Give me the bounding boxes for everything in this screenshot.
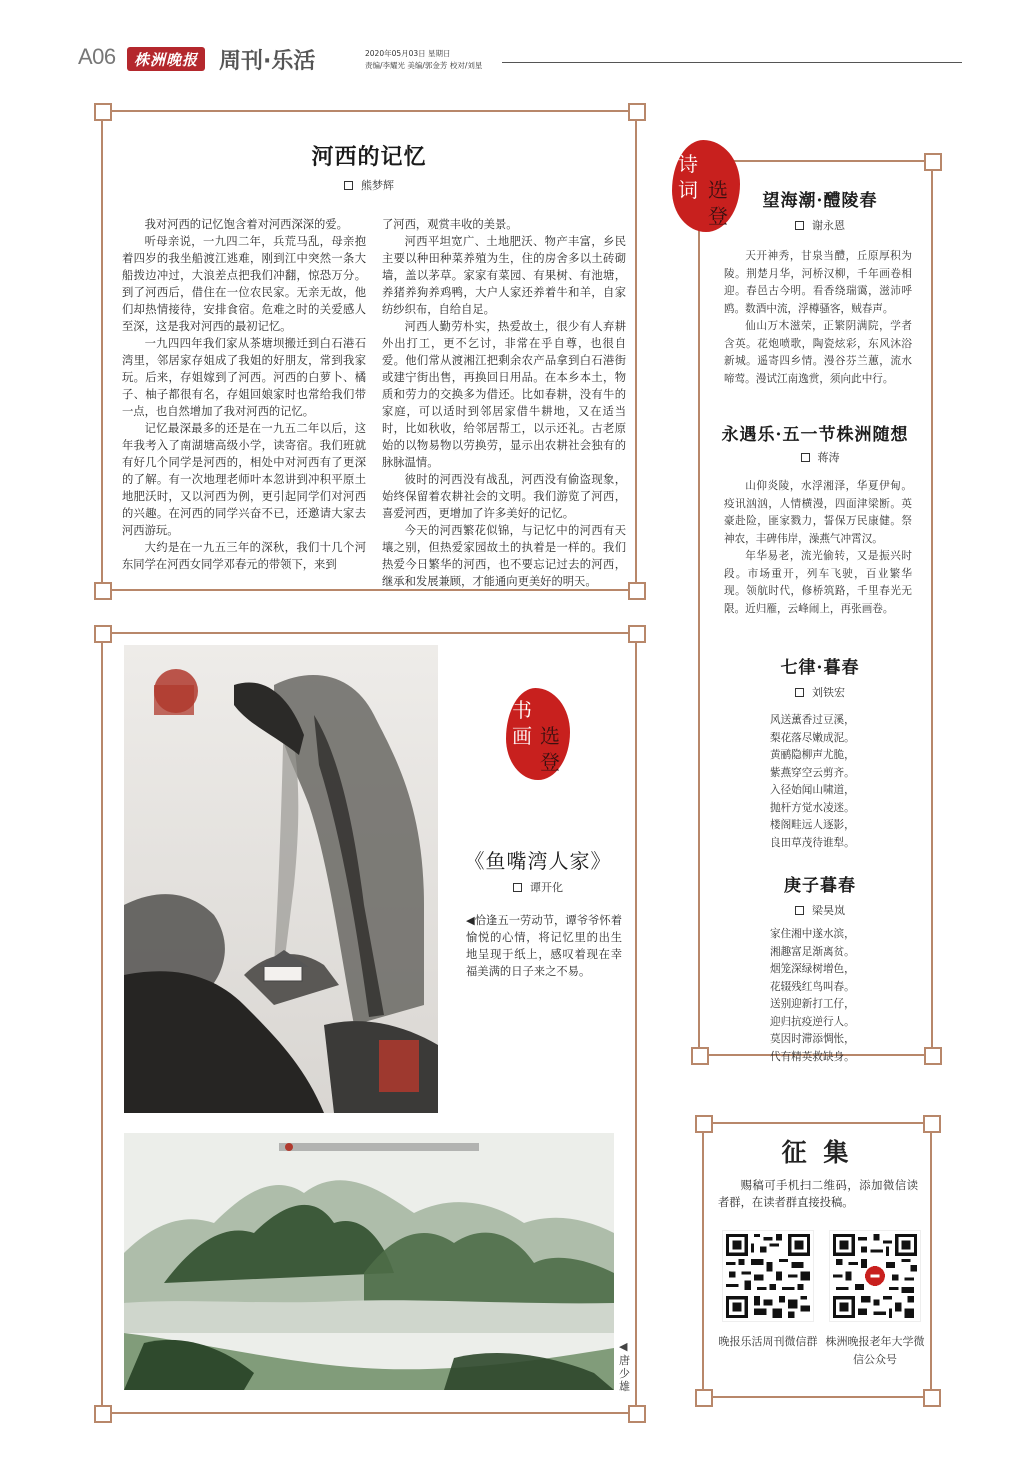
call-frame-corner [695, 1389, 713, 1407]
poem-line: 入径始闻山啸道， [770, 784, 855, 796]
article-frame-corner [628, 103, 646, 121]
qr-official-account-icon [830, 1231, 920, 1321]
poem-line: 烟笼深绿树增色， [770, 963, 855, 975]
poem-line: 黄鹂隐柳声尤脆， [770, 749, 855, 761]
credit-arrow: ◀ [619, 1340, 628, 1353]
seal-char: 诗 [678, 152, 698, 176]
author-square-icon [801, 453, 810, 462]
seal-char: 书 [512, 698, 532, 722]
painting-frame-corner [628, 1405, 646, 1423]
article-paragraph: 河西平坦宽广、土地肥沃、物产丰富，乡民主要以种田种菜养殖为生，住的房舍多以土砖砌墙，盖以茅草。家家有菜园、有果树、有池塘，养猪养狗养鸡鸭，大户人家还养着牛和羊，自家纺纱织布，自给自足。 [382, 235, 626, 316]
poem-line: 抛杆方觉水凌迷。 [770, 801, 855, 814]
seal-char: 词 [678, 178, 698, 202]
seal-char: 选 [708, 178, 728, 202]
header-rule [502, 62, 962, 63]
staff-line: 责编/李耀光 美编/郭金芳 校对/刘星 [365, 61, 483, 70]
poem-line: 家住湘中遂水滨， [770, 928, 855, 940]
poem-body [724, 248, 912, 388]
call-description: 赐稿可手机扫二维码，添加微信读者群，在读者群直接投稿。 [718, 1179, 918, 1209]
painting-frame-corner [94, 625, 112, 643]
qr-group-label: 晚报乐活周刊微信群 [718, 1335, 818, 1348]
poem-author-name: 梁昊岚 [812, 904, 845, 917]
poetry-seal [672, 140, 740, 232]
credit-name: 唐少雄 [619, 1354, 630, 1393]
poem-line: 天开神秀，甘泉当醴，丘原厚积为陵。荆楚月华，河桥汉柳，千年画卷相迎。春邑古今明。看香绕瑞霭，滋沛呼鸥。数酒中流，浮樽骚客，贼春声。 [724, 250, 912, 315]
painting-title: 《鱼嘴湾人家》 [464, 849, 612, 873]
poem-title: 庚子暮春 [784, 876, 856, 896]
poem-line: 风送薰香过豆溪， [770, 714, 855, 726]
call-frame-corner [695, 1115, 713, 1133]
article-paragraph: 河西人勤劳朴实，热爱故土，很少有人弃耕外出打工，更不乞讨，非常在乎自尊，也很自爱。他们常从渡湘江把剩余农产品拿到白石港街或建宁街出售，再换回日用品。在本乡本土，物质和劳力的交换多为借还。比如春耕，没有牛的家庭，可以适时到邻居家借牛耕地，又在适当时，比如秋收，给邻居帮工，以示还礼。古老原始的以物易物以劳换劳，显示出农耕社会独有的脉脉温情。 [382, 320, 626, 469]
poem-author [740, 684, 900, 700]
qr-official-account-label: 株洲晚报老年大学微信公众号 [825, 1335, 925, 1366]
call-title: 征 集 [781, 1138, 853, 1167]
paper-name: 株洲晚报 [133, 50, 198, 69]
poetry-frame-corner [924, 153, 942, 171]
poem-line: 代有精英救缺身。 [770, 1050, 855, 1063]
article-paragraph: 记忆最深最多的还是在一九五二年以后，这年我考入了南湖塘高级小学，读寄宿。我们班就有好几个同学是河西的，相处中对河西有了更深的了解。有一次地理老师叶本忽讲到冲积平原土地肥沃时，又以河西为例，更引起同学们对河西的兴趣。在河西的同学兴奋不已，还邀请大家去河西游玩。 [122, 422, 366, 537]
poem-line: 迎归抗疫逆行人。 [770, 1015, 855, 1028]
poem-line: 紫燕穿空云剪齐。 [770, 766, 855, 779]
poem-author [740, 217, 900, 233]
seal-char: 登 [540, 750, 560, 774]
poetry-frame-corner [691, 1047, 709, 1065]
qr-group-icon [723, 1231, 813, 1321]
painting-horizontal-image [124, 1133, 614, 1390]
painting-frame-corner [94, 1405, 112, 1423]
article-paragraph: 了河西，观赏丰收的美景。 [382, 218, 518, 231]
call-frame-corner [923, 1115, 941, 1133]
article-column-1 [122, 216, 366, 573]
poem-line: 山仰炎陵，水浮湘泽，华夏伊甸。疫讯汹汹，人情横漫，四面津梁断。英豪赴险，匪家戮力，誓保万民康健。祭神农，丰碑伟岸，澡燕气冲霄汉。 [724, 480, 912, 545]
painting-seal [506, 688, 570, 780]
painting-vertical-image [124, 645, 438, 1113]
painting-vertical-drawing [124, 645, 438, 1113]
poem-line: 梨花落尽嫩成泥。 [770, 731, 855, 744]
article-frame-corner [94, 582, 112, 600]
qr-code-official-account[interactable] [829, 1230, 921, 1322]
seal-char: 画 [512, 724, 532, 748]
qr-code-group[interactable] [722, 1230, 814, 1322]
painting-author-name: 谭开化 [530, 881, 563, 894]
article-paragraph: 今天的河西繁花似锦，与记忆中的河西有天壤之别，但热爱家园故土的执着是一样的。我们热爱今日繁华的河西，也不要忘记过去的河西，继承和发展兼顾，才能通向更美好的明天。 [382, 524, 626, 588]
poem-author-name: 蒋涛 [817, 451, 840, 464]
seal-char: 登 [708, 204, 728, 228]
call-frame-corner [923, 1389, 941, 1407]
article-frame-corner [628, 582, 646, 600]
poem-body [770, 712, 880, 852]
article-paragraph: 一九四四年我们家从茶塘坝搬迁到白石港石湾里，邻居家存姐成了我姐的好朋友，常到我家玩。后来，存姐嫁到了河西。河西的白萝卜、橘子、柚子都很有名，存姐回娘家时也常给我们带一点，也自然增加了我对河西的记忆。 [122, 337, 366, 418]
author-square-icon [513, 883, 522, 892]
author-square-icon [795, 221, 804, 230]
painting-author [458, 879, 618, 895]
section-title: 周刊·乐活 [219, 49, 316, 74]
author-square-icon [795, 688, 804, 697]
article-paragraph: 大约是在一九五三年的深秋，我们十几个河东同学在河西女同学邓春元的带领下，来到 [122, 541, 366, 571]
poem-author-name: 谢永恩 [812, 219, 845, 232]
poem-line: 湘趣富足渐离贫。 [770, 945, 855, 958]
poem-title: 望海潮·醴陵春 [762, 191, 878, 211]
painting-caption: ◀恰逢五一劳动节，谭爷爷怀着愉悦的心情，将记忆里的出生地呈现于纸上，感叹着现在幸福美满的日子来之不易。 [466, 914, 622, 978]
page-header [0, 0, 1031, 80]
poem-title: 七律·暮春 [780, 658, 860, 678]
article-author-name: 熊梦辉 [361, 179, 394, 192]
poem-line: 年华易老，流光偷转，又是振兴时段。市场重开，列车飞驶，百业繁华现。领航时代，修桥筑路，千里春光无限。近归雁，云峰闹上，再张画卷。 [724, 550, 912, 615]
poem-line: 莫因时滞添惆怅， [770, 1033, 855, 1045]
page-number: A06 [78, 44, 116, 69]
poem-line: 花辍残红鸟叫春。 [770, 980, 855, 993]
author-square-icon [795, 906, 804, 915]
poem-body [770, 926, 880, 1066]
poem-line: 良田草茂待谁犁。 [770, 836, 855, 849]
article-paragraph: 彼时的河西没有战乱，河西没有偷盗现象，始终保留着农耕社会的文明。我们游览了河西，喜爱河西，更增加了许多美好的记忆。 [382, 473, 626, 520]
seal-char: 选 [540, 724, 560, 748]
poetry-frame-corner [924, 1047, 942, 1065]
poem-line: 仙山万木滋荣，正繁阴满院，学者含英。花炮喷歌，陶瓷炫彩，东风沐浴新城。遥寄四乡情。漫谷芬兰蕙，流水啼莺。漫试江南逸赏，须向此中行。 [724, 320, 912, 385]
poem-title: 永遇乐·五一节株洲随想 [721, 425, 909, 445]
article-paragraph: 我对河西的记忆饱含着对河西深深的爱。 [144, 218, 348, 231]
poem-author [740, 902, 900, 918]
date-line: 2020年05月03日 星期日 [365, 49, 451, 58]
poem-line: 送别迎新打工仔， [770, 998, 855, 1010]
poem-body [724, 478, 912, 618]
painting-horizontal-drawing [124, 1133, 614, 1390]
article-author [101, 177, 637, 193]
painting-frame-corner [628, 625, 646, 643]
article-paragraph: 听母亲说，一九四二年，兵荒马乱，母亲抱着四岁的我坐船渡江逃难，刚到江中突然一条大船拨边冲过，大浪差点把我们冲翻，惊恐万分。到了河西后，借住在一位农民家。无亲无故，他们却热情接待，安排食宿。危难之时的关爱感人至深，这是我对河西的最初记忆。 [122, 235, 366, 333]
article-frame-corner [94, 103, 112, 121]
article-column-2 [382, 216, 626, 590]
author-square-icon [344, 181, 353, 190]
article-title: 河西的记忆 [311, 144, 427, 170]
poem-author-name: 刘铁宏 [812, 686, 845, 699]
poem-author [740, 449, 900, 465]
paper-name-logo [127, 47, 205, 71]
poem-line: 楼阁畦远人逐影， [770, 819, 855, 831]
